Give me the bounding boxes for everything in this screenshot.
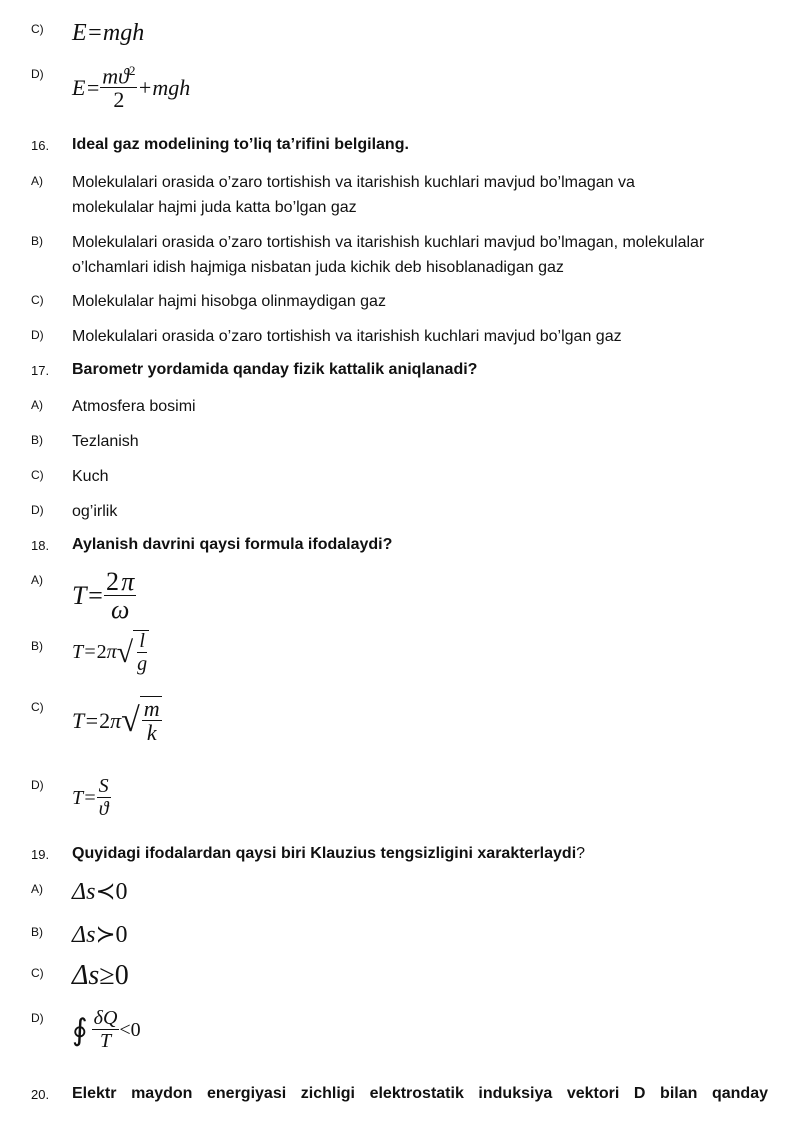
formula-t-2pi-omega: T= $\frac{2 \pi}{\omega}$ (72, 567, 135, 625)
formula-ds-greater-zero: Δs≻0 (72, 922, 128, 948)
formula-e-kinetic-potential: E= $\frac{mϑ^2}{2}$ +mgh (72, 63, 191, 113)
option-label-a: A) (31, 174, 43, 188)
option-label-d: D) (31, 328, 44, 342)
question-text: Elektr maydon energiyasi zichligi elektrostatik induksiya vektori D bilan qanday (72, 1085, 768, 1102)
option-label-a: A) (31, 573, 43, 587)
formula-ds-geq-zero: Δs≥0 (72, 960, 129, 991)
option-d-text: Molekulalari orasida o’zaro tortishish va itarishish kuchlari mavjud bo’lgan gaz (72, 328, 622, 345)
option-label-c: C) (31, 468, 44, 482)
question-text: Quyidagi ifodalardan qaysi biri Klauzius tengsizligini xarakterlaydi? (72, 845, 586, 862)
option-label-a: A) (31, 398, 43, 412)
option-c-text: Molekulalar hajmi hisobga olinmaydigan gaz (72, 293, 386, 310)
option-label-c: C) (31, 966, 44, 980)
option-label-b: B) (31, 433, 43, 447)
formula-t-pendulum: T=2π √ $\frac{l}{g}$ (72, 630, 148, 675)
option-label-d: D) (31, 778, 44, 792)
option-c-text: Kuch (72, 468, 109, 485)
option-label-a: A) (31, 882, 43, 896)
option-d-text: og’irlik (72, 503, 118, 520)
question-number: 20. (31, 1087, 50, 1102)
option-label-b: B) (31, 925, 43, 939)
formula-clausius-integral: ∮ $\frac{\delta Q}{T}$ <0 (72, 1007, 141, 1052)
option-label-c: C) (31, 293, 44, 307)
formula-ds-less-zero: Δs≺0 (72, 879, 128, 905)
question-text: Aylanish davrini qaysi formula ifodalaydi? (72, 536, 393, 553)
question-number: 18. (31, 538, 50, 553)
option-label-d: D) (31, 503, 44, 517)
question-number: 16. (31, 138, 50, 153)
formula-t-spring: T=2π √ $\frac{m}{k}$ (72, 696, 160, 746)
option-label-b: B) (31, 639, 43, 653)
formula-e-mgh: E=mgh (72, 20, 145, 46)
formula-t-s-over-v: T= $\frac{S}{ϑ}$ (72, 775, 109, 820)
option-label-c: C) (31, 22, 44, 36)
question-text: Ideal gaz modelining to’liq ta’rifini belgilang. (72, 136, 409, 153)
option-label-d: D) (31, 67, 44, 81)
option-a-text: Atmosfera bosimi (72, 398, 196, 415)
option-b-text: Tezlanish (72, 433, 139, 450)
question-number: 17. (31, 363, 50, 378)
question-text: Barometr yordamida qanday fizik kattalik aniqlanadi? (72, 361, 478, 378)
option-label-c: C) (31, 700, 44, 714)
option-a-text: Molekulalari orasida o’zaro tortishish va itarishish kuchlari mavjud bo’lmagan va molekulalar hajmi juda katta bo’lgan gaz (72, 174, 635, 216)
option-label-d: D) (31, 1011, 44, 1025)
question-number: 19. (31, 847, 50, 862)
option-b-text: Molekulalari orasida o’zaro tortishish va itarishish kuchlari mavjud bo’lmagan, molekulalar o’lchamlari idish hajmiga nisbatan juda kichik deb hisoblanadigan gaz (72, 234, 705, 276)
option-label-b: B) (31, 234, 43, 248)
